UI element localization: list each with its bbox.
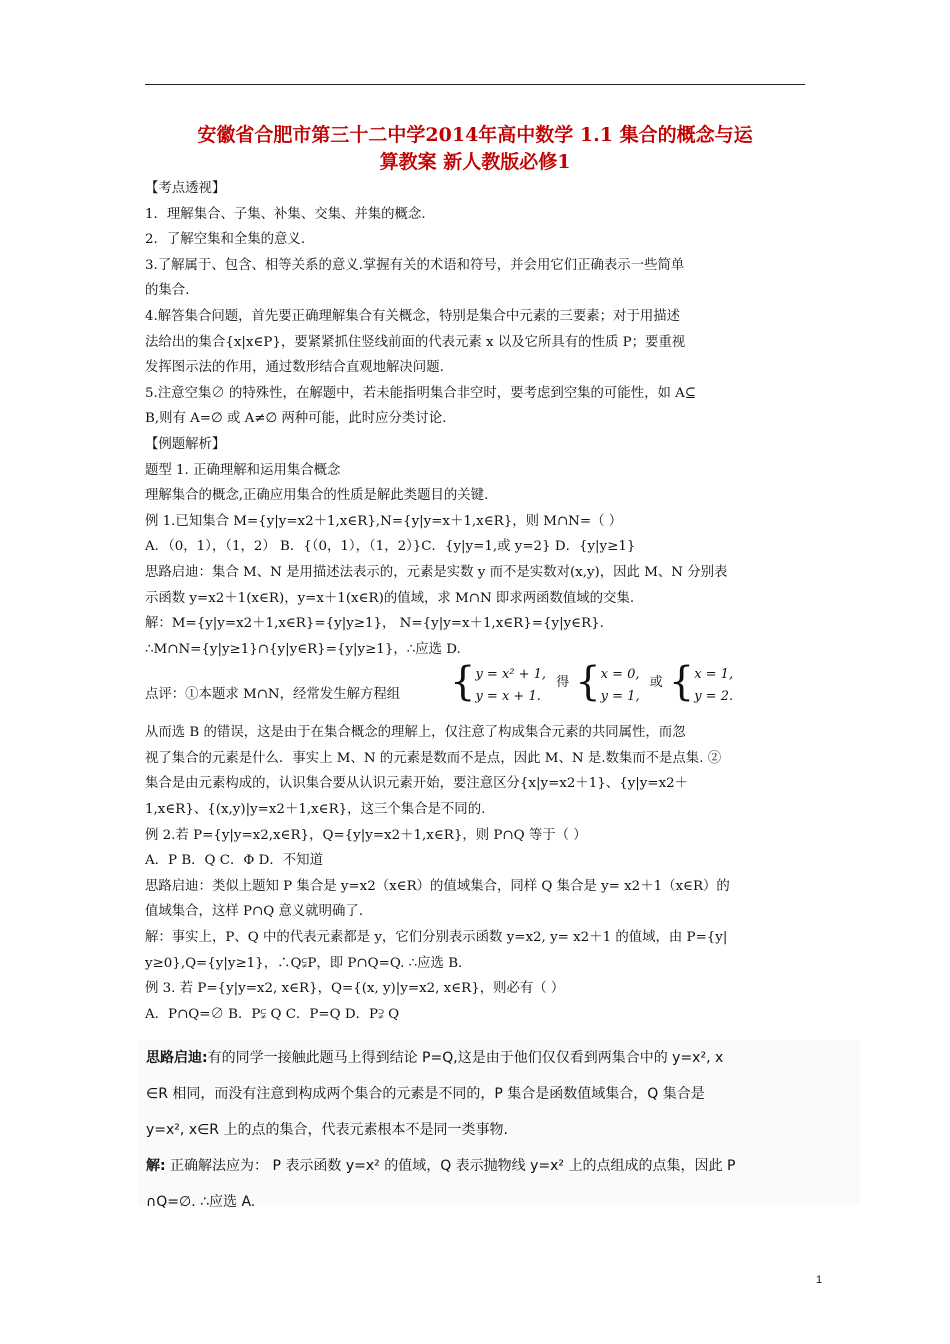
paragraph: 例 1.已知集合 M={y|y=x2＋1,x∈R},N={y|y=x＋1,x∈R}，则 M∩N=（ ）	[145, 513, 623, 529]
paragraph: 的集合.	[145, 283, 190, 299]
paragraph: 集合是由元素构成的，认识集合要从认识元素开始，要注意区分{x|y=x2＋1}、{y|y=x2＋	[145, 776, 689, 792]
equation-system-row	[145, 659, 807, 712]
document-body	[145, 176, 807, 1027]
paragraph: 2．了解空集和全集的意义.	[145, 232, 306, 248]
paragraph: 法给出的集合{x|x∈P}，要紧紧抓住竖线前面的代表元素 x 以及它所具有的性质 P；要重视	[145, 334, 686, 350]
section-heading: 【考点透视】	[145, 181, 226, 196]
paragraph: 解: 正确解法应为： P 表示函数 y=x² 的值域，Q 表示抛物线 y=x² 上的点组成的点集，因此 P	[146, 1158, 736, 1174]
label: 解:	[146, 1158, 166, 1174]
document-title	[145, 122, 805, 176]
connector: 或	[649, 675, 663, 691]
paragraph: y=x², x∈R 上的点的集合，代表元素根本不是同一类事物.	[146, 1122, 508, 1138]
choices: A．（0，1），（1，2） B．{（0，1），（1，2）}C．{y|y=1,或 y=2} D．{y|y≥1}	[145, 539, 636, 555]
paragraph: y≥0},Q={y|y≥1}，∴Q⫋P，即 P∩Q=Q. ∴应选 B.	[145, 955, 463, 971]
equation-system: {y = x² + 1, y = x + 1. 得 {x = 0, y = 1, 或 {x = 1, y = 2.	[450, 659, 734, 706]
paragraph: 思路启迪：类似上题知 P 集合是 y=x2（x∈R）的值域集合，同样 Q 集合是 y= x2＋1（x∈R）的	[145, 878, 730, 894]
paragraph: 示函数 y=x2＋1(x∈R)，y=x＋1(x∈R)的值域，求 M∩N 即求两函数值域的交集.	[145, 590, 635, 606]
equation: y = x + 1.	[475, 689, 541, 705]
paragraph: 从而选 B 的错误，这是由于在集合概念的理解上，仅注意了构成集合元素的共同属性，而忽	[145, 725, 686, 741]
paragraph: ∴M∩N={y|y≥1}∩{y|y∈R}={y|y≥1}，∴应选 D.	[145, 641, 461, 657]
paragraph: 思路启迪：集合 M、N 是用描述法表示的，元素是实数 y 而不是实数对(x,y)，因此 M、N 分别表	[145, 564, 728, 580]
paragraph: ∈R 相同，而没有注意到构成两个集合的元素是不同的，P 集合是函数值域集合，Q 集合是	[146, 1086, 705, 1102]
paragraph: 解：M={y|y=x2＋1,x∈R}={y|y≥1}， N={y|y=x＋1,x∈R}={y|y∈R}.	[145, 616, 604, 632]
choices: A．P B．Q C．Φ D．不知道	[145, 853, 323, 869]
paragraph: 值域集合，这样 P∩Q 意义就明确了.	[145, 904, 364, 920]
paragraph: 思路启迪:有的同学一接触此题马上得到结论 P=Q,这是由于他们仅仅看到两集合中的 y=x², x	[146, 1050, 724, 1066]
paragraph: 3.了解属于、包含、相等关系的意义.掌握有关的术语和符号，并会用它们正确表示一些简单	[145, 257, 685, 273]
label: 思路启迪:	[146, 1050, 208, 1066]
paragraph: 解：事实上，P、Q 中的代表元素都是 y，它们分别表示函数 y=x2, y= x2＋1 的值域，由 P={y|	[145, 930, 728, 946]
choices: A．P∩Q=∅ B．P⫋ Q C．P=Q D．P⫌ Q	[145, 1006, 400, 1022]
title-line-1: 安徽省合肥市第三十二中学2014年高中数学 1.1 集合的概念与运	[197, 124, 753, 146]
paragraph: 发挥图示法的作用，通过数形结合直观地解决问题.	[145, 360, 444, 376]
title-line-2: 算教案 新人教版必修1	[379, 151, 571, 173]
scanned-solution-block	[138, 1040, 860, 1210]
header-rule	[145, 84, 805, 85]
paragraph: 5.注意空集∅ 的特殊性，在解题中，若未能指明集合非空时，要考虑到空集的可能性，如 A⊆	[145, 385, 697, 401]
paragraph: 理解集合的概念,正确应用集合的性质是解此类题目的关键.	[145, 488, 489, 504]
paragraph: 1,x∈R}、{(x,y)|y=x2＋1,x∈R}，这三个集合是不同的.	[145, 802, 486, 818]
paragraph: 点评：①本题求 M∩N，经常发生解方程组	[145, 687, 401, 703]
paragraph: 1．理解集合、子集、补集、交集、并集的概念.	[145, 206, 426, 222]
section-heading: 【例题解析】	[145, 436, 226, 452]
equation: x = 0,	[600, 667, 640, 683]
paragraph: 例 3. 若 P={y|y=x2, x∈R}，Q={(x, y)|y=x2, x∈R}，则必有（ ）	[145, 981, 565, 997]
paragraph: 例 2.若 P={y|y=x2,x∈R}，Q={y|y=x2＋1,x∈R}，则 P∩Q 等于（ ）	[145, 827, 587, 843]
paragraph: B,则有 A=∅ 或 A≠∅ 两种可能，此时应分类讨论.	[145, 411, 447, 427]
equation: y = 1,	[600, 689, 640, 705]
paragraph: 视了集合的元素是什么．事实上 M、N 的元素是数而不是点，因此 M、N 是.数集而不是点集. ②	[145, 750, 722, 766]
page-number: 1	[816, 1274, 823, 1286]
equation: y = x² + 1,	[475, 667, 547, 683]
equation: y = 2.	[694, 689, 734, 705]
paragraph: 题型 1. 正确理解和运用集合概念	[145, 462, 341, 478]
paragraph: 4.解答集合问题，首先要正确理解集合有关概念，特别是集合中元素的三要素；对于用描述	[145, 308, 681, 324]
paragraph: ∩Q=∅. ∴应选 A.	[146, 1194, 256, 1210]
connector: 得	[556, 675, 570, 691]
equation: x = 1,	[694, 667, 734, 683]
